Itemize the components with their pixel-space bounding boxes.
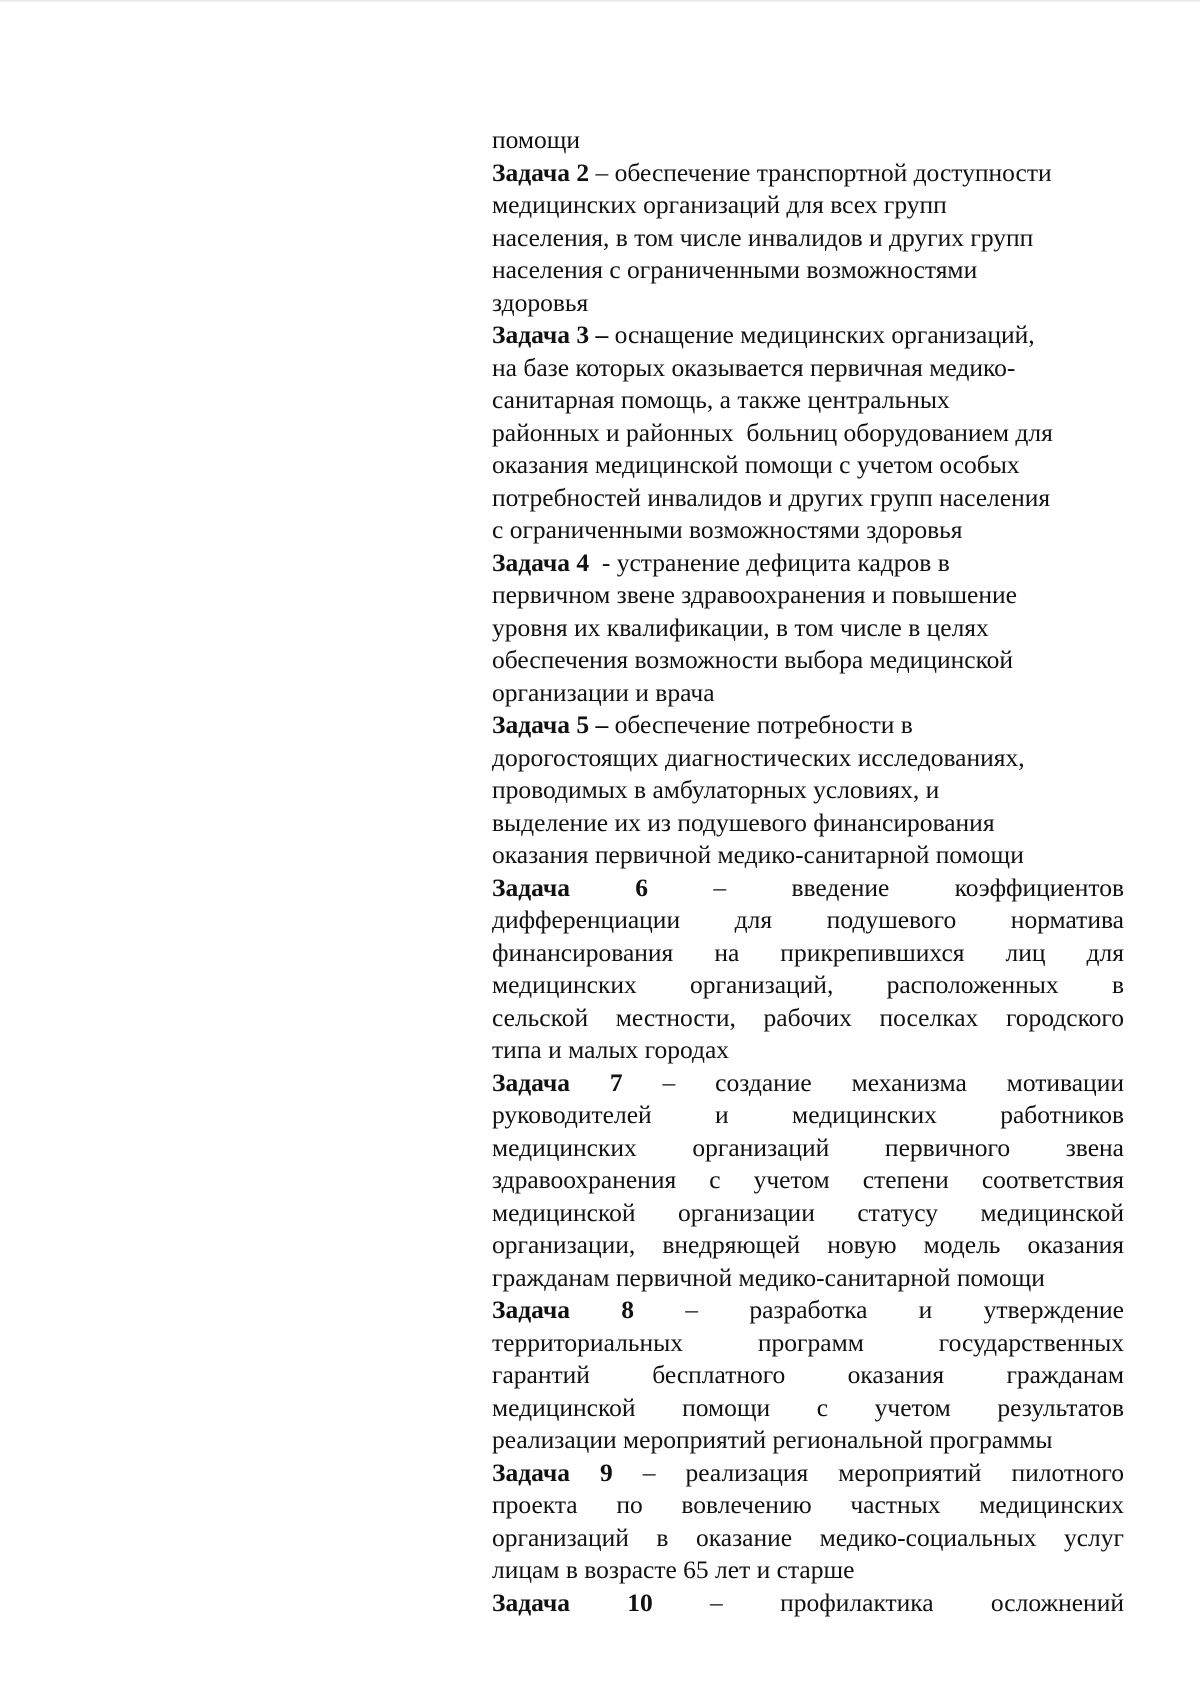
task-7-line-2: руководителей и медицинских работников bbox=[492, 1100, 1124, 1129]
task-5-line-5: оказания первичной медико-санитарной помощи bbox=[492, 840, 1024, 869]
task-8-line-2: территориальных программ государственных bbox=[492, 1327, 1124, 1357]
task-5-label: Задача 5 – bbox=[492, 710, 609, 739]
task-9 bbox=[492, 1457, 1124, 1587]
task-8-line-5: реализации мероприятий региональной программы bbox=[492, 1425, 1053, 1454]
task-7-line-4: здравоохранения с учетом степени соответствия bbox=[492, 1165, 1124, 1194]
task-3-line-7: с ограниченными возможностями здоровья bbox=[492, 515, 963, 544]
task-8 bbox=[492, 1294, 1124, 1457]
task-3-line-5: оказания медицинской помощи с учетом особых bbox=[492, 450, 1020, 479]
task-7-label: Задача 7 bbox=[492, 1067, 623, 1097]
task-6-line-5: сельской местности, рабочих поселках городского bbox=[492, 1002, 1124, 1032]
task-5 bbox=[492, 709, 1124, 872]
task-7 bbox=[492, 1067, 1124, 1295]
task-3-line-3: санитарная помощь, а также центральных bbox=[492, 385, 950, 414]
task-3-line-1: Задача 3 – оснащение медицинских организаций, bbox=[492, 320, 1035, 349]
task-7-line-7: гражданам первичной медико-санитарной помощи bbox=[492, 1262, 1045, 1292]
task-9-label: Задача 9 bbox=[492, 1457, 613, 1487]
task-8-label: Задача 8 bbox=[492, 1295, 635, 1324]
task-5-line-4: выделение их из подушевого финансирования bbox=[492, 807, 995, 837]
task-7-line-3: медицинских организаций первичного звена bbox=[492, 1132, 1124, 1162]
task-2-line-1: Задача 2 – обеспечение транспортной доступности bbox=[492, 157, 1052, 187]
task-4-line-3: уровня их квалификации, в том числе в целях bbox=[492, 612, 989, 642]
task-6-line-4: медицинских организаций, расположенных в bbox=[492, 970, 1124, 999]
task-3-line-4: районных и районных больниц оборудованием для bbox=[492, 417, 1053, 447]
task-10 bbox=[492, 1587, 1124, 1620]
task-10-label: Задача 10 bbox=[492, 1587, 653, 1617]
task-8-line-1: Задача 8 – разработка и утверждение bbox=[492, 1295, 1124, 1324]
task-2 bbox=[492, 157, 1124, 320]
continuation-line: помощи bbox=[492, 125, 581, 154]
task-2-label: Задача 2 bbox=[492, 157, 590, 187]
task-4 bbox=[492, 547, 1124, 710]
task-4-line-1: Задача 4 - устранение дефицита кадров в bbox=[492, 547, 950, 577]
task-6-line-2: дифференциации для подушевого норматива bbox=[492, 905, 1124, 934]
task-4-line-2: первичном звене здравоохранения и повышение bbox=[492, 580, 1017, 609]
task-2-line-3: населения, в том числе инвалидов и других групп bbox=[492, 222, 1034, 252]
task-5-line-1: Задача 5 – обеспечение потребности в bbox=[492, 710, 913, 739]
task-8-line-4: медицинской помощи с учетом результатов bbox=[492, 1392, 1124, 1422]
task-9-line-4: лицам в возрасте 65 лет и старше bbox=[492, 1555, 855, 1584]
task-7-line-1: Задача 7 – создание механизма мотивации bbox=[492, 1067, 1124, 1097]
task-7-line-5: медицинской организации статусу медицинской bbox=[492, 1197, 1124, 1227]
task-2-line-2: медицинских организаций для всех групп bbox=[492, 190, 947, 219]
scan-top-edge bbox=[0, 0, 1200, 3]
task-8-line-3: гарантий бесплатного оказания гражданам bbox=[492, 1360, 1124, 1389]
task-3-line-6: потребностей инвалидов и других групп населения bbox=[492, 482, 1051, 512]
task-9-line-3: организаций в оказание медико-социальных услуг bbox=[492, 1522, 1124, 1552]
task-4-line-4: обеспечения возможности выбора медицинской bbox=[492, 645, 1014, 674]
task-3-line-2: на базе которых оказывается первичная медико- bbox=[492, 352, 1016, 382]
task-2-line-5: здоровья bbox=[492, 287, 589, 317]
task-5-line-3: проводимых в амбулаторных условиях, и bbox=[492, 775, 940, 804]
task-7-line-6: организации, внедряющей новую модель оказания bbox=[492, 1230, 1124, 1259]
task-6-line-6: типа и малых городах bbox=[492, 1035, 730, 1064]
task-6-line-1: Задача 6 – введение коэффициентов bbox=[492, 872, 1124, 902]
task-4-line-5: организации и врача bbox=[492, 677, 715, 707]
task-2-line-4: населения с ограниченными возможностями bbox=[492, 255, 978, 284]
task-6-line-3: финансирования на прикрепившихся лиц для bbox=[492, 937, 1124, 967]
task-6 bbox=[492, 872, 1124, 1067]
task-3-label: Задача 3 – bbox=[492, 320, 609, 349]
task-6-label: Задача 6 bbox=[492, 872, 649, 902]
task-4-label: Задача 4 bbox=[492, 547, 590, 577]
document-text bbox=[492, 124, 1124, 1619]
task-10-line-1: Задача 10 – профилактика осложнений bbox=[492, 1587, 1124, 1617]
task-9-line-1: Задача 9 – реализация мероприятий пилотного bbox=[492, 1457, 1124, 1487]
task-3 bbox=[492, 319, 1124, 547]
task-5-line-2: дорогостоящих диагностических исследованиях, bbox=[492, 742, 1025, 772]
task-9-line-2: проекта по вовлечению частных медицинских bbox=[492, 1490, 1124, 1519]
